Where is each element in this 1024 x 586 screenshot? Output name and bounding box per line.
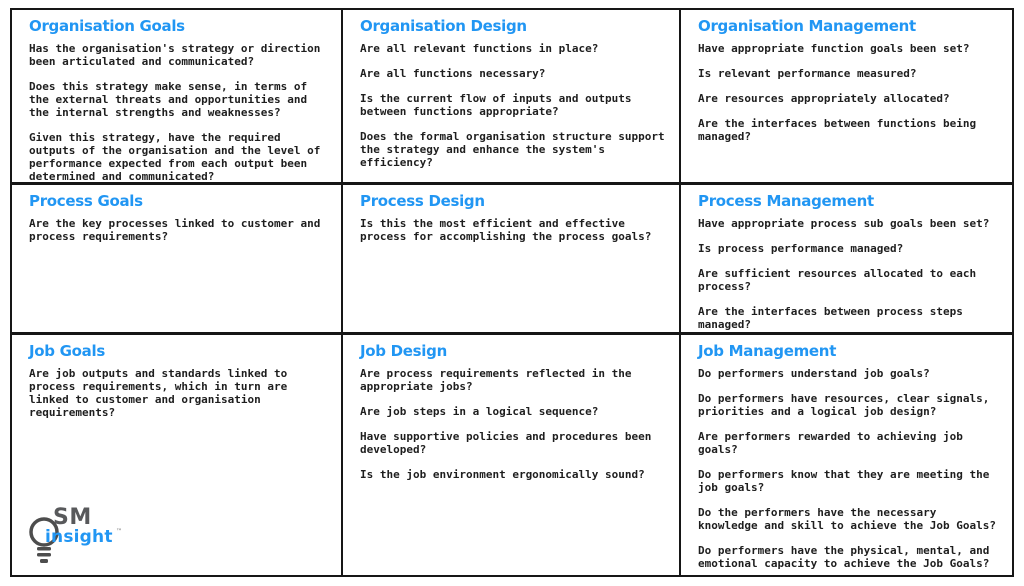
question-text: Is relevant performance measured? (698, 67, 917, 80)
question-text: Is this the most efficient and effective process for accomplishing the process goals? (360, 217, 652, 243)
question-text: Is the current flow of inputs and outputs between functions appropriate? (360, 92, 632, 118)
question-text: Have appropriate process sub goals been set? (698, 217, 990, 230)
cell-organisation-management (681, 10, 1012, 185)
cell-job-management (681, 335, 1012, 575)
question-text: Are resources appropriately allocated? (698, 92, 950, 105)
question-list (29, 367, 331, 419)
question-list (29, 42, 331, 183)
cell-title: Organisation Goals (29, 17, 185, 35)
question-text: Is the job environment ergonomically sound? (360, 468, 645, 481)
question-text: Given this strategy, have the required outputs of the organisation and the level of performance expected from each output been determined and communicated? (29, 131, 321, 183)
logo-trademark: ™ (116, 528, 122, 535)
logo-text-insight: insight (45, 527, 113, 547)
question-text: Are the key processes linked to customer and process requirements? (29, 217, 321, 243)
question-text: Have appropriate function goals been set? (698, 42, 970, 55)
question-text: Are job outputs and standards linked to process requirements, which in turn are linked to customer and organisation requirements? (29, 367, 288, 419)
cell-title: Job Design (360, 342, 447, 360)
cell-title: Job Goals (29, 342, 105, 360)
question-text: Are performers rewarded to achieving job goals? (698, 430, 963, 456)
logo-text-sm: SM (53, 505, 92, 530)
question-list (698, 42, 1002, 143)
question-list (698, 367, 1002, 570)
question-text: Do the performers have the necessary knowledge and skill to achieve the Job Goals? (698, 506, 997, 532)
cell-title: Process Goals (29, 192, 143, 210)
nine-boxes-matrix (10, 8, 1014, 577)
question-text: Are the interfaces between functions being managed? (698, 117, 977, 143)
question-list (360, 42, 669, 169)
cell-title: Organisation Management (698, 17, 916, 35)
cell-job-goals (12, 335, 343, 575)
question-list (360, 367, 669, 481)
question-text: Is process performance managed? (698, 242, 904, 255)
question-text: Have supportive policies and procedures been developed? (360, 430, 652, 456)
sm-insight-logo (28, 505, 128, 570)
cell-process-design (343, 185, 681, 335)
cell-organisation-design (343, 10, 681, 185)
question-text: Do performers understand job goals? (698, 367, 930, 380)
cell-title: Process Management (698, 192, 874, 210)
question-text: Do performers know that they are meeting the job goals? (698, 468, 990, 494)
cell-process-management (681, 185, 1012, 335)
cell-title: Job Management (698, 342, 837, 360)
question-list (29, 217, 331, 243)
question-text: Do performers have resources, clear signals, priorities and a logical job design? (698, 392, 990, 418)
cell-title: Process Design (360, 192, 485, 210)
question-list (360, 217, 669, 243)
question-text: Are job steps in a logical sequence? (360, 405, 599, 418)
question-text: Does this strategy make sense, in terms of the external threats and opportunities and the internal strengths and weaknesses? (29, 80, 308, 119)
question-text: Are the interfaces between process steps managed? (698, 305, 963, 331)
question-text: Do performers have the physical, mental, and emotional capacity to achieve the Job Goals? (698, 544, 990, 570)
question-text: Are all functions necessary? (360, 67, 546, 80)
cell-title: Organisation Design (360, 17, 527, 35)
cell-job-design (343, 335, 681, 575)
question-text: Has the organisation's strategy or direction been articulated and communicated? (29, 42, 321, 68)
question-text: Are process requirements reflected in the appropriate jobs? (360, 367, 632, 393)
question-text: Are sufficient resources allocated to each process? (698, 267, 977, 293)
question-text: Are all relevant functions in place? (360, 42, 599, 55)
cell-organisation-goals (12, 10, 343, 185)
question-text: Does the formal organisation structure support the strategy and enhance the system's efficiency? (360, 130, 665, 169)
cell-process-goals (12, 185, 343, 335)
question-list (698, 217, 1002, 331)
